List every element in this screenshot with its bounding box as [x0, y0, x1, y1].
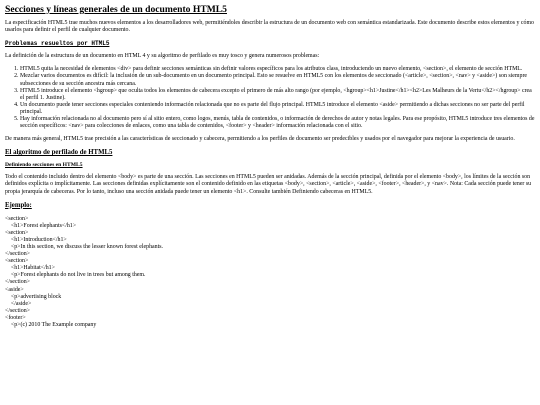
code-example: <section> <h1>Forest elephants</h1> <section> <h1>Introduction</h1> <p>In this section, we discuss the lesser known forest elephants. </section> <section> <h1>Habitat</h1> <p>Forest elephants do not live in trees but among them. </section> <aside> <p>advertising block </aside> </section> <footer> <p>(c) 2010 The Example company — [5, 215, 163, 328]
example-heading: Ejemplo: — [5, 201, 32, 209]
problems-heading: Problemas resueltos por HTML5 — [5, 40, 110, 48]
problems-list — [5, 66, 535, 130]
list-item: 5. Hay información relacionada no al documento pero sí al sitio entero, como logos, menús, tabla de contenidos, o información de derechos de autor y notas legales. Para ese propósito, HTML5 introduce tres elementos de sección específicos: <nav> para colecciones de enlaces, como una tabla de contenidos, <footer> y <header> información relacionada con el sitio. — [20, 116, 535, 130]
list-item: 3. HTML5 introduce el elemento <hgroup> que oculta todos los elementos de cabecera excepto el primero de más alto rango (por ejemplo, <hgroup><h1>Justine</h1><h2>Les Malheurs de la Vertu</h2></hgroup> crea el perfil 1. Justine). — [20, 88, 535, 102]
algorithm-heading: El algoritmo de perfilado de HTML5 — [5, 149, 113, 157]
problems-intro: La definición de la estructura de un documento en HTML 4 y su algoritmo de perfilado es muy tosco y genera numerosos problemas: — [5, 53, 320, 60]
list-item: 2. Mezclar varios documentos es difícil: la inclusión de un sub-documento en un documento principal. Esto se resuelve en HTML5 con los elementos de seccionado (<article>, <section>, <nav> y <aside>) son siempre subsecciones de su sección ancestra más cercana. — [20, 73, 535, 87]
list-item: 1. HTML5 quita la necesidad de elementos <div> para definir secciones semánticas sin definir valores específicos para los atributos class, introduciendo un nuevo elemento, <section>, el elemento de sección HTML. — [20, 66, 535, 73]
intro-paragraph: La especificación HTML5 trae muchos nuevos elementos a los desarrolladores web, permitiéndoles describir la estructura de un documento web con semántica estandarizada. Este documento describe estos elementos y cómo usarlos para definir el perfil de cualquier documento. — [5, 20, 534, 34]
page-title: Secciones y líneas generales de un documento HTML5 — [5, 4, 227, 15]
sections-paragraph: Todo el contenido incluido dentro del elemento <body> es parte de una sección. Las secciones en HTML5 pueden ser anidadas. Además de la sección principal, definida por el elemento <body>, los límites de la sección son definidos explícita o implícitamente. Las secciones definidas explícitamente son el contenido definido en las etiquetas <body>, <section>, <article>, <aside>, <footer>, <header>, y <nav>. Nota: Cada sección puede tener su propia jerarquía de cabeceras. Por lo tanto, incluso una sección anidada puede tener un elemento <h1>. Consulte también Definiendo cabeceras en HTML5. — [5, 174, 532, 195]
sections-subheading: Definiendo secciones en HTML5 — [5, 162, 83, 169]
list-item: 4. Un documento puede tener secciones especiales conteniendo información relacionada que no es parte del flujo principal. HTML5 introduce el elemento <aside> permitiendo a dichas secciones no ser parte del perfil principal. — [20, 102, 535, 116]
conclusion-paragraph: De manera más general, HTML5 trae precisión a las características de seccionado y cabecera, permitiendo a los perfiles de documento ser predecibles y usados por el navegador para mejorar la experiencia de usuario. — [5, 136, 515, 143]
